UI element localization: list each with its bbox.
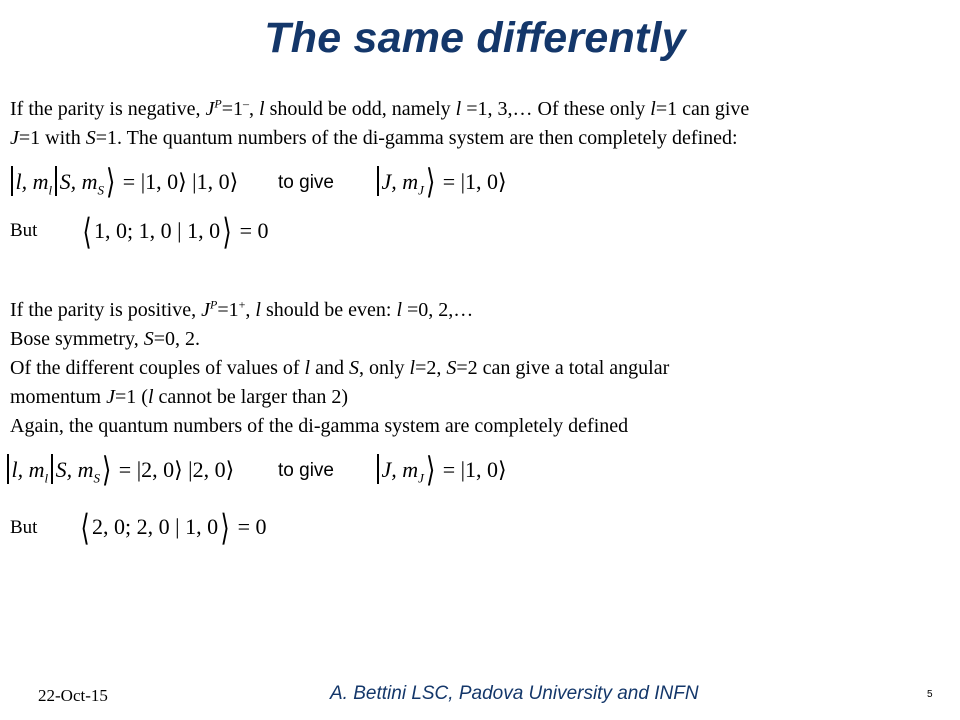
but-label-2: But — [10, 517, 38, 538]
to-give-label-2: to give — [278, 460, 334, 481]
but-label-1: But — [10, 220, 38, 241]
clebsch-gordan-1: ⟨ 1, 0; 1, 0 | 1, 0⟩ = 0 — [82, 212, 269, 252]
equation-state-2: l, $m_l$ S, $m_S⟩ = |2$, 0⟩ |2, 0⟩ — [4, 454, 234, 488]
equation-result-2: J, $m_J⟩ = |1$, 0⟩ — [374, 454, 507, 488]
equation-result-1: J, $m_J⟩ = |1$, 0⟩ — [374, 166, 507, 200]
to-give-label-1: to give — [278, 172, 334, 193]
clebsch-gordan-2: ⟨ 2, 0; 2, 0 | 1, 0⟩ = 0 — [80, 508, 267, 548]
slide-title: The same differently — [264, 14, 686, 62]
footer-date: 22-Oct-15 — [38, 686, 108, 705]
paragraph-positive-parity: If the parity is positive, $J^P=1^+$, l should be even: l =0, 2,… Bose symmetry, S=0, 2. Of the different couples of values of l and S, only l=2, S=2 can give a total angular momentum J=1 (l cannot be larger than 2) Again, the quantum numbers of the di-gamma system are completely defined — [10, 297, 670, 437]
page-number: 5 — [927, 689, 933, 700]
paragraph-negative-parity: If the parity is negative, $J^P=1^-$, l should be odd, namely l =1, 3,… Of these only l=1 can give J=1 with S=1. The quantum numbers of the di-gamma system are then completely defined: — [10, 96, 750, 149]
equation-state-1: l, $m_l$ S, $m_S⟩ = |1$, 0⟩ |1, 0⟩ — [8, 166, 238, 200]
footer-credit: A. Bettini LSC, Padova University and INFN — [330, 683, 699, 704]
